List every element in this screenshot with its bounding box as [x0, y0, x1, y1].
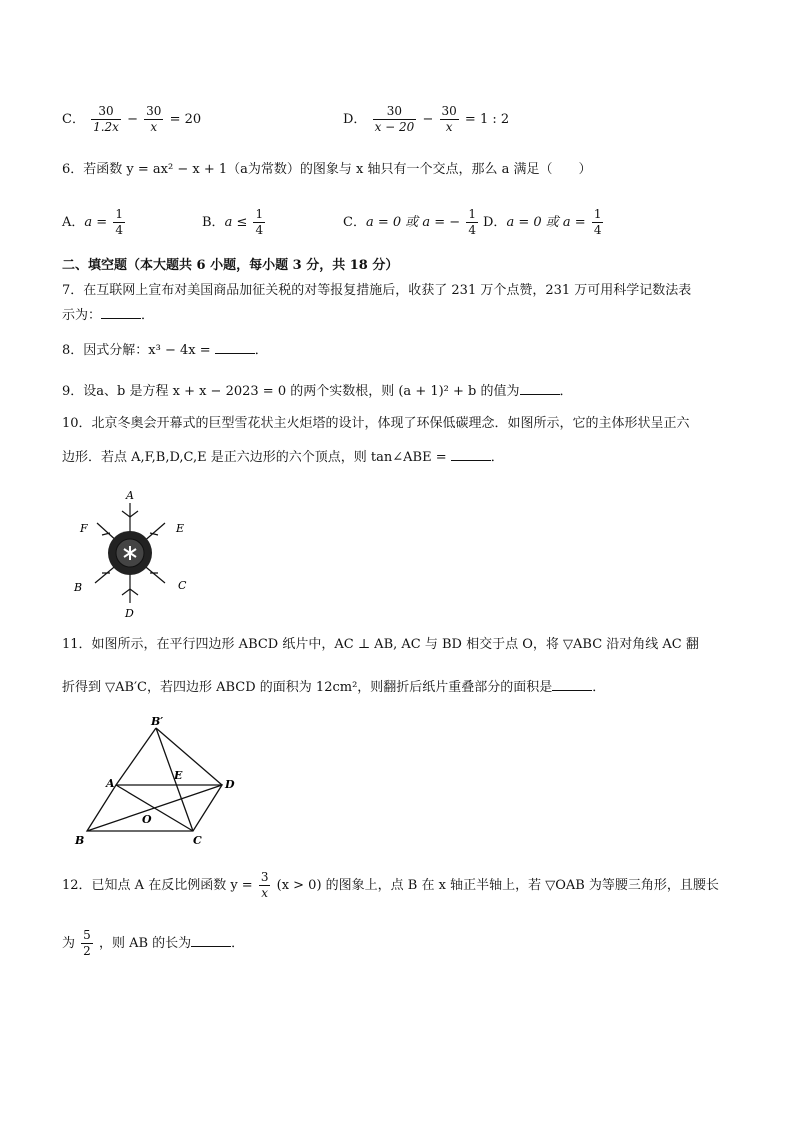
diagonal-bd: [87, 785, 222, 831]
q12-line2: 为 $\frac{5}{2}$ ，则 AB 的长为 ．: [62, 928, 245, 958]
answer-blank: [215, 341, 255, 354]
answer-blank: [520, 382, 560, 395]
label-b: B: [74, 581, 83, 594]
q11-line1: 11．如图所示，在平行四边形 ABCD 纸片中，AC ⊥ AB, AC 与 BD 相交于点 O，将 ▽ABC 沿对角线 AC 翻: [62, 637, 699, 652]
label-c: C: [193, 834, 202, 847]
q11-line2: 折得到 ▽AB′C，若四边形 ABCD 的面积为 12cm²，则翻折后纸片重叠部分的面积是 ．: [62, 680, 606, 695]
label-e: E: [174, 769, 183, 782]
q6-option-b: B．a ≤ $\frac{1}{4}$: [202, 207, 264, 237]
q9-line: 9．设a、b 是方程 x + x − 2023 = 0 的两个实数根，则 (a + 1)² + b 的值为 ．: [62, 384, 573, 399]
label-a: A: [126, 489, 134, 502]
label-b: B: [75, 834, 85, 847]
q5-option-c: C． $\frac{30}{1.2x}$ − $\frac{30}{x}$ = 20: [62, 104, 202, 134]
snowflake-figure: [62, 485, 202, 620]
section-heading: 二、填空题（本大题共 6 小题，每小题 3 分，共 18 分）: [62, 258, 399, 273]
label-b-prime: B′: [151, 715, 164, 728]
label-a: A: [106, 777, 115, 790]
q5-option-d: D． $\frac{30}{x - 20}$ − $\frac{30}{x}$ = 1 : 2: [343, 104, 510, 134]
segment-ab-prime: [116, 728, 156, 785]
answer-blank: [101, 306, 141, 319]
answer-blank: [451, 448, 491, 461]
q8-line: 8．因式分解：x³ − 4x = ．: [62, 343, 268, 358]
q6-option-c: C．a = 0 或 a = − $\frac{1}{4}$: [343, 207, 476, 237]
q7-line2: 示为： ．: [62, 308, 155, 323]
answer-blank: [191, 934, 231, 947]
label-d: D: [125, 607, 134, 620]
q12-line1: 12．已知点 A 在反比例函数 y = $\frac{3}{x}$ (x > 0) 的图象上，点 B 在 x 轴正半轴上，若 ▽OAB 为等腰三角形，且腰长: [62, 870, 719, 900]
q6-option-d: D．a = 0 或 a = $\frac{1}{4}$: [483, 207, 602, 237]
label-f: F: [80, 522, 88, 535]
parallelogram-figure: [62, 715, 252, 850]
q6-option-a: A．a = $\frac{1}{4}$: [62, 207, 123, 237]
label-e: E: [176, 522, 185, 535]
answer-blank: [552, 678, 592, 691]
q10-line2: 边形．若点 A,F,B,D,C,E 是正六边形的六个顶点，则 tan∠ABE = ．: [62, 450, 504, 465]
q7-line1: 7．在互联网上宣布对美国商品加征关税的对等报复措施后，收获了 231 万个点赞，231 万可用科学记数法表: [62, 283, 692, 298]
label-c: C: [178, 579, 187, 592]
label-o: O: [142, 813, 152, 826]
q10-line1: 10．北京冬奥会开幕式的巨型雪花状主火炬塔的设计，体现了环保低碳理念．如图所示，它的主体形状呈正六: [62, 416, 690, 431]
label-d: D: [225, 778, 235, 791]
q6-stem: 6．若函数 y = ax² − x + 1（a为常数）的图象与 x 轴只有一个交点，那么 a 满足（ ）: [62, 162, 592, 177]
